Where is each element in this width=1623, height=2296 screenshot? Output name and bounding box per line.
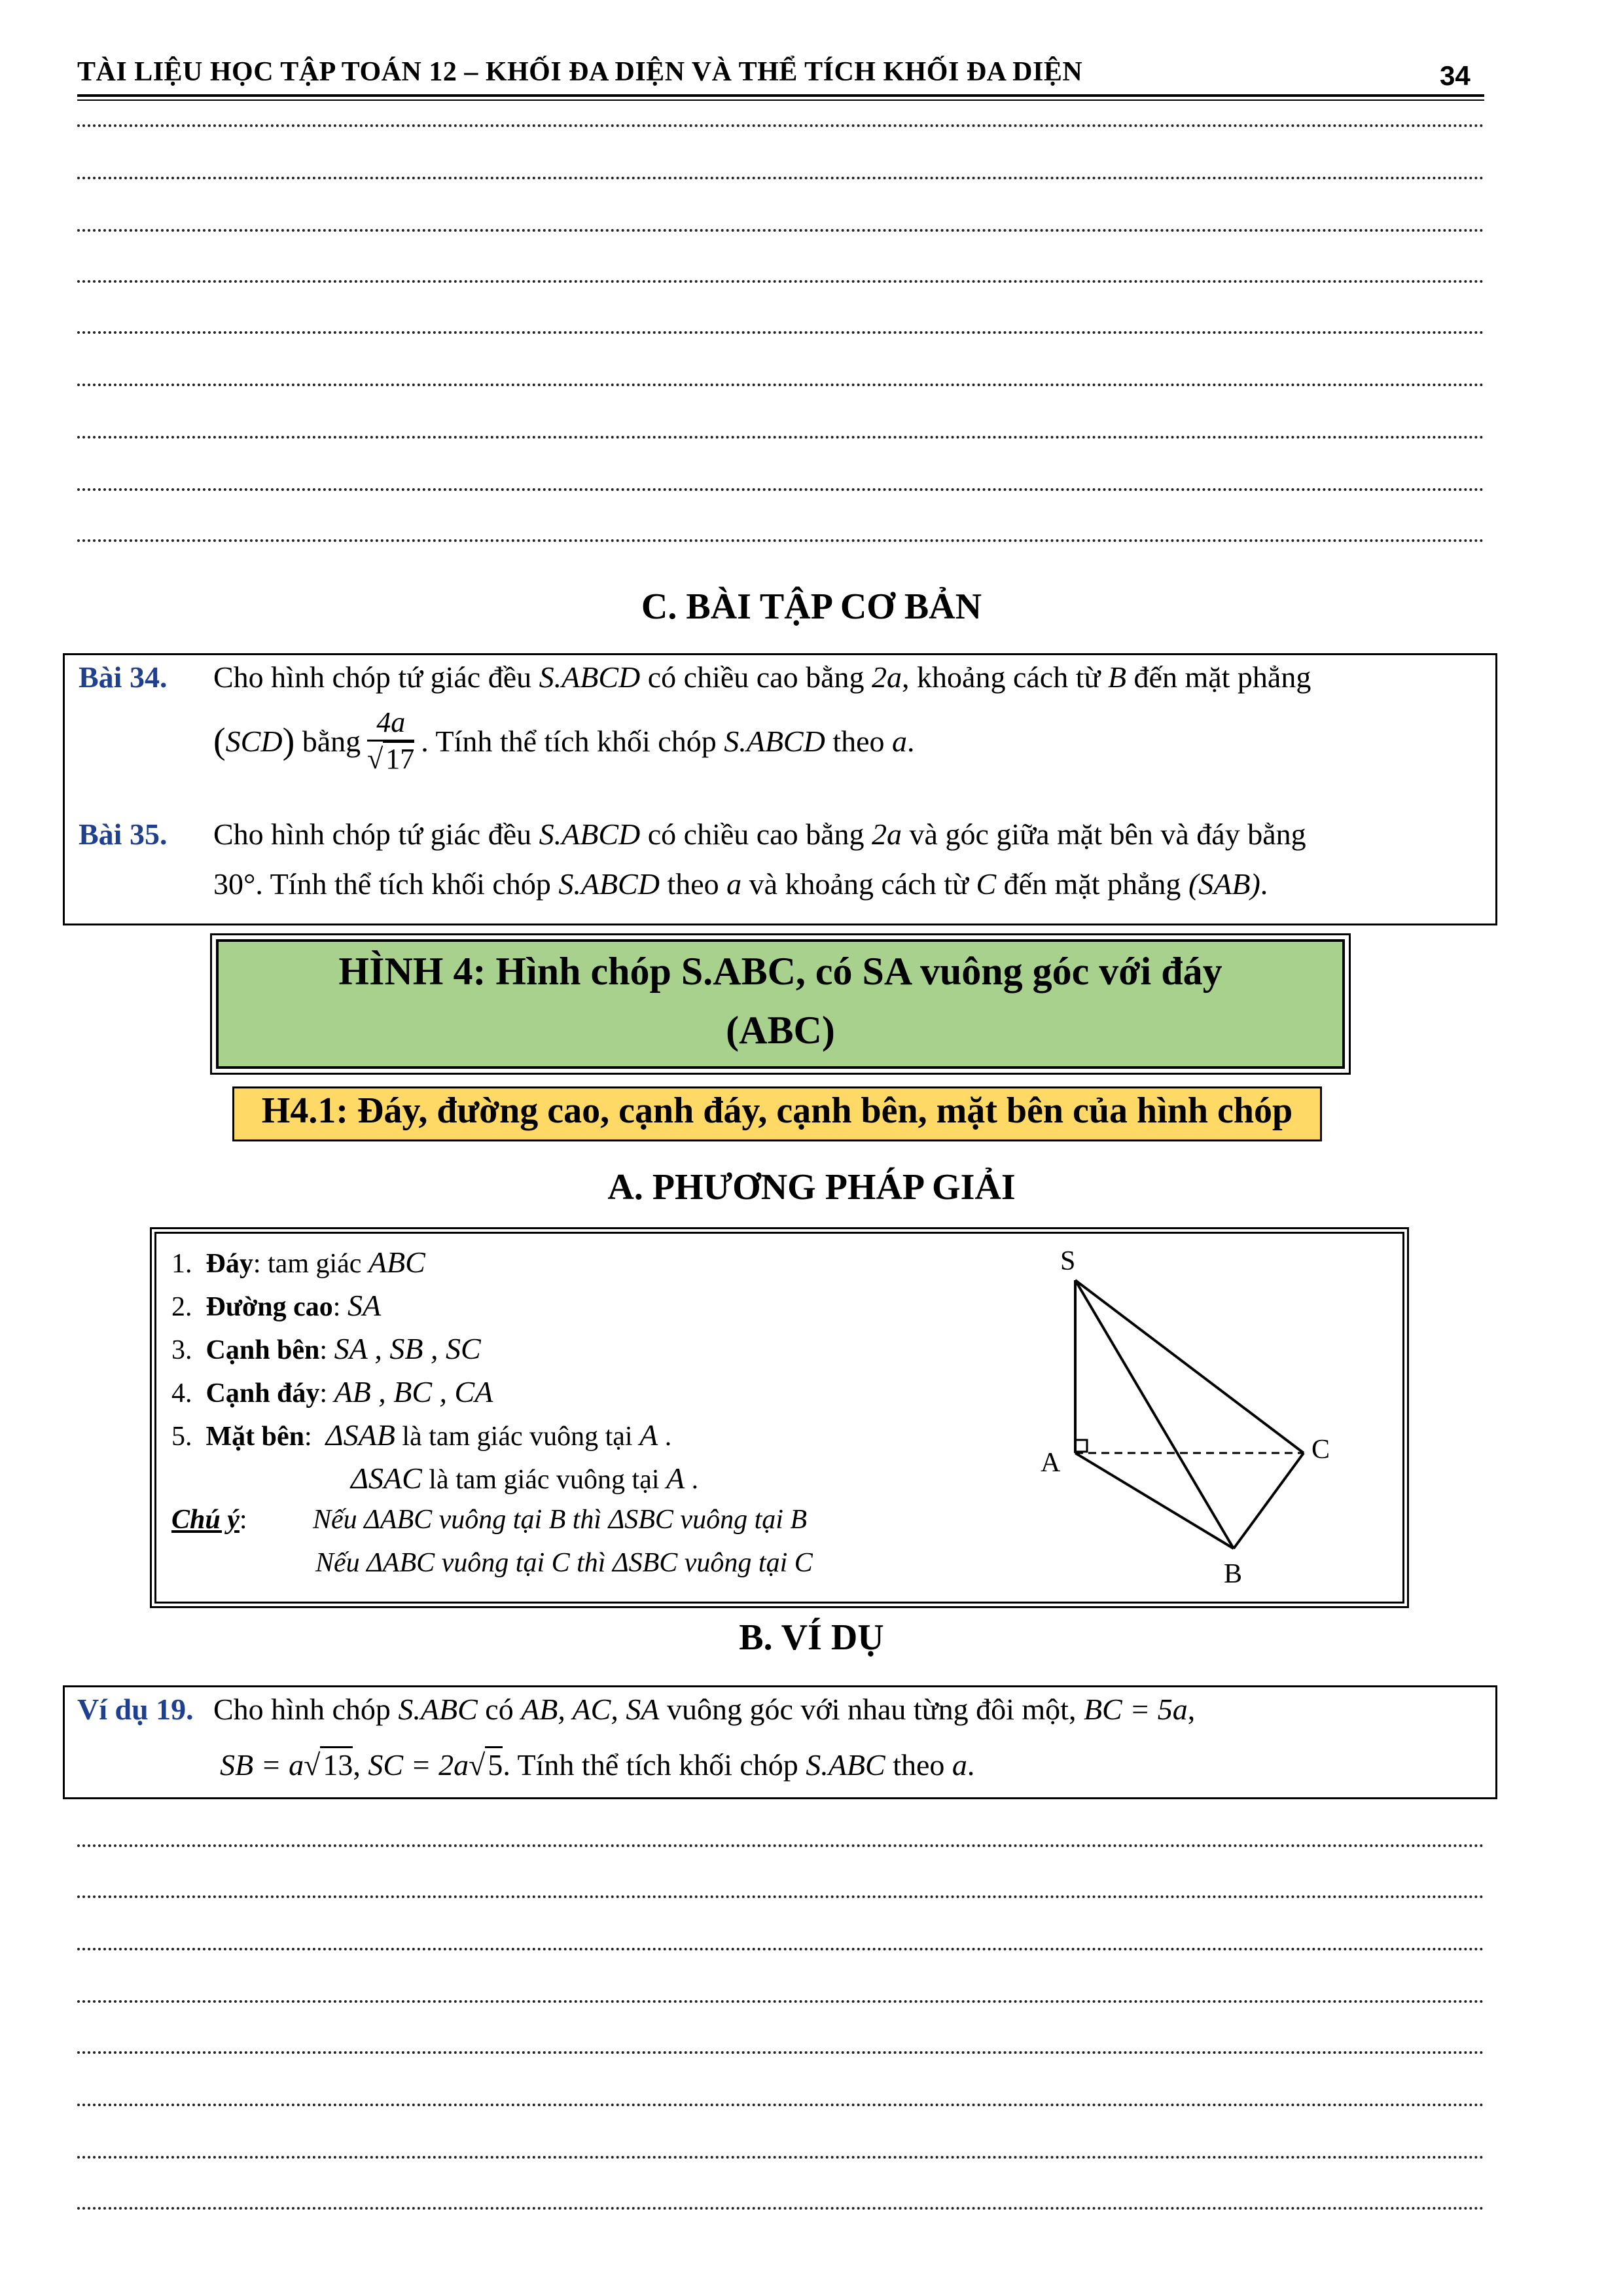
answer-line [77, 177, 1484, 179]
answer-line [77, 2156, 1484, 2159]
exercise-35-label: Bài 35. [79, 817, 168, 851]
method-note-2: Nếu ΔABC vuông tại C thì ΔSBC vuông tại C [315, 1548, 813, 1578]
example-19-line1: Cho hình chóp S.ABC có AB, AC, SA vuông góc với nhau từng đôi một, BC = 5a, [213, 1693, 1196, 1726]
header-rule [77, 94, 1484, 97]
answer-line [77, 2000, 1484, 2003]
label-A: A [1041, 1448, 1061, 1478]
exercise-34-line1: Cho hình chóp tứ giác đều S.ABCD có chiều cao bằng 2a, khoảng cách từ B đến mặt phẳng [213, 660, 1311, 694]
answer-line [77, 488, 1484, 491]
section-title-examples: B. VÍ DỤ [739, 1617, 884, 1658]
section-title-basic-exercises: C. BÀI TẬP CƠ BẢN [641, 586, 982, 627]
example-19-label: Ví dụ 19. [77, 1693, 194, 1726]
answer-line [77, 2051, 1484, 2054]
answer-line [77, 280, 1484, 283]
method-item-2: 2. Đường cao: SA [171, 1289, 382, 1322]
answer-line [77, 2104, 1484, 2106]
label-B: B [1224, 1559, 1243, 1589]
answer-line [77, 436, 1484, 439]
answer-line [77, 1844, 1484, 1847]
answer-line [77, 229, 1484, 232]
answer-line [77, 331, 1484, 334]
exercise-34-label: Bài 34. [79, 660, 168, 694]
answer-line [77, 1948, 1484, 1950]
h41-subtitle: H4.1: Đáy, đường cao, cạnh đáy, cạnh bên, mặt bên của hình chóp [261, 1090, 1293, 1131]
exercise-34-line2: (SCD) bằng $\frac{4a}{√17}$ . Tính thể tích khối chóp S.ABCD theo a. [213, 706, 915, 777]
exercise-35-line1: Cho hình chóp tứ giác đều S.ABCD có chiều cao bằng 2a và góc giữa mặt bên và đáy bằng [213, 817, 1306, 851]
hinh4-title-line1: HÌNH 4: Hình chóp S.ABC, có SA vuông góc với đáy [338, 950, 1222, 993]
method-item-5: 5. Mặt bên: ΔSAB là tam giác vuông tại A . [171, 1418, 672, 1452]
answer-line [77, 124, 1484, 127]
header-title: TÀI LIỆU HỌC TẬP TOÁN 12 – KHỐI ĐA DIỆN VÀ THỂ TÍCH KHỐI ĐA DIỆN [77, 57, 1083, 87]
page-number: 34 [1440, 60, 1471, 91]
method-item-4: 4. Cạnh đáy: AB , BC , CA [171, 1375, 493, 1408]
section-title-method: A. PHƯƠNG PHÁP GIẢI [607, 1167, 1016, 1208]
hinh4-title-line2: (ABC) [726, 1009, 835, 1052]
method-note-label: Chú ý: [171, 1505, 247, 1535]
answer-line [77, 384, 1484, 386]
header-rule-thin [77, 99, 1484, 101]
label-C: C [1311, 1435, 1330, 1465]
edge-AB [1075, 1453, 1234, 1549]
edge-SC [1075, 1280, 1304, 1453]
method-item-1: 1. Đáy: tam giác ABC [171, 1246, 425, 1279]
answer-line [77, 2207, 1484, 2210]
answer-line [77, 1895, 1484, 1898]
fraction: $\frac{4a}{√17}$ [367, 706, 415, 775]
example-19-line2: SB = a√13, SC = 2a√5. Tính thể tích khối chóp S.ABC theo a. [220, 1748, 974, 1782]
method-item-6: ΔSAC là tam giác vuông tại A . [351, 1462, 699, 1495]
edge-BC [1234, 1453, 1304, 1549]
answer-line [77, 539, 1484, 542]
label-S: S [1060, 1246, 1076, 1276]
exercise-35-line2: 30°. Tính thể tích khối chóp S.ABCD theo a và khoảng cách từ C đến mặt phẳng (SAB). [213, 867, 1268, 901]
edge-SB [1075, 1280, 1234, 1549]
method-item-3: 3. Cạnh bên: SA , SB , SC [171, 1332, 481, 1365]
right-angle-mark [1075, 1440, 1087, 1452]
pyramid-figure [1021, 1237, 1361, 1590]
method-note-1: Nếu ΔABC vuông tại B thì ΔSBC vuông tại B [313, 1505, 808, 1535]
